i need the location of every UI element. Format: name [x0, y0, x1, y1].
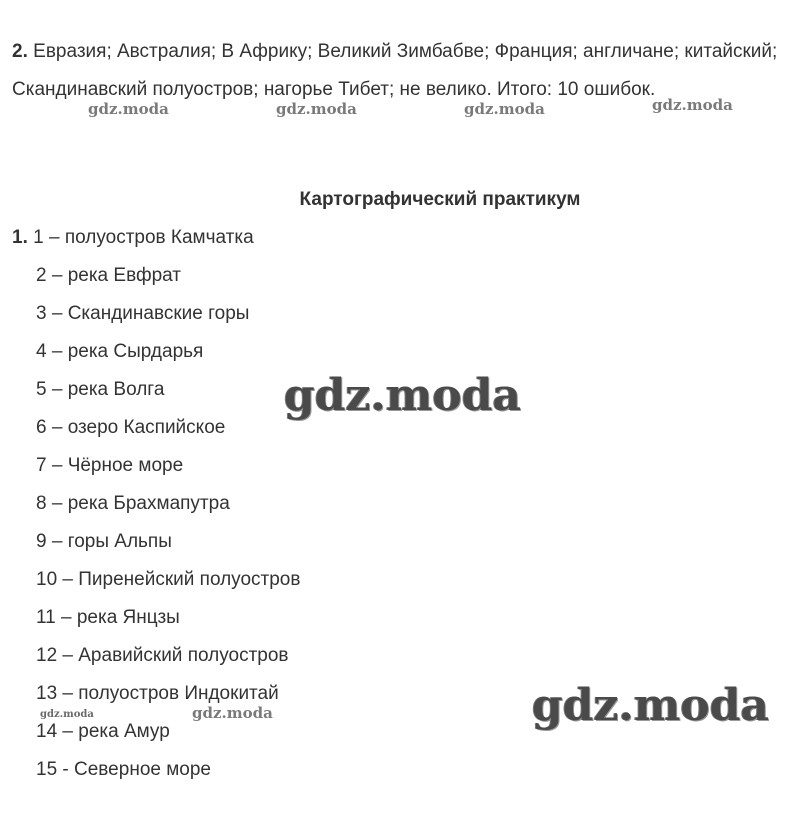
answer-2-text: Евразия; Австралия; В Африку; Великий Зимбабве; Франция; англичане; китайский; Скандинавский полуостров; нагорье Тибет; не велико. Итого: 10 ошибок. — [12, 41, 778, 100]
practicum-first-line — [12, 224, 254, 252]
practicum-item-13: 13 – полуостров Индокитай — [36, 683, 279, 704]
practicum-item-2: 2 – река Евфрат — [36, 265, 182, 286]
practicum-item-10: 10 – Пиренейский полуостров — [36, 569, 301, 590]
practicum-item-14: 14 – река Амур — [36, 721, 170, 742]
watermark-logo: gdz.moda — [284, 370, 522, 421]
practicum-item-15: 15 - Северное море — [36, 759, 211, 780]
practicum-list — [36, 262, 300, 794]
practicum-item-4: 4 – река Сырдарья — [36, 341, 204, 362]
practicum-item-7: 7 – Чёрное море — [36, 455, 184, 476]
practicum-item-9: 9 – горы Альпы — [36, 531, 172, 552]
watermark-logo: gdz.moda — [652, 96, 733, 114]
practicum-item-11: 11 – река Янцзы — [36, 607, 180, 628]
practicum-item-6: 6 – озеро Каспийское — [36, 417, 226, 438]
answer-2-paragraph — [12, 33, 792, 109]
answer-2-number: 2. — [12, 41, 28, 62]
practicum-number: 1. — [12, 227, 28, 248]
practicum-item-5: 5 – река Волга — [36, 379, 165, 400]
watermark-logo: gdz.moda — [532, 680, 770, 731]
watermark-logo: gdz.moda — [464, 100, 545, 118]
practicum-item-3: 3 – Скандинавские горы — [36, 303, 250, 324]
watermark-logo: gdz.moda — [192, 704, 273, 722]
section-title: Картографический практикум — [299, 189, 581, 210]
watermark-logo: gdz.moda — [276, 100, 357, 118]
practicum-item-12: 12 – Аравийский полуостров — [36, 645, 289, 666]
watermark-logo: gdz.moda — [88, 100, 169, 118]
practicum-item-8: 8 – река Брахмапутра — [36, 493, 230, 514]
practicum-item-1: 1 – полуостров Камчатка — [33, 227, 254, 248]
watermark-logo: gdz.moda — [40, 709, 94, 720]
